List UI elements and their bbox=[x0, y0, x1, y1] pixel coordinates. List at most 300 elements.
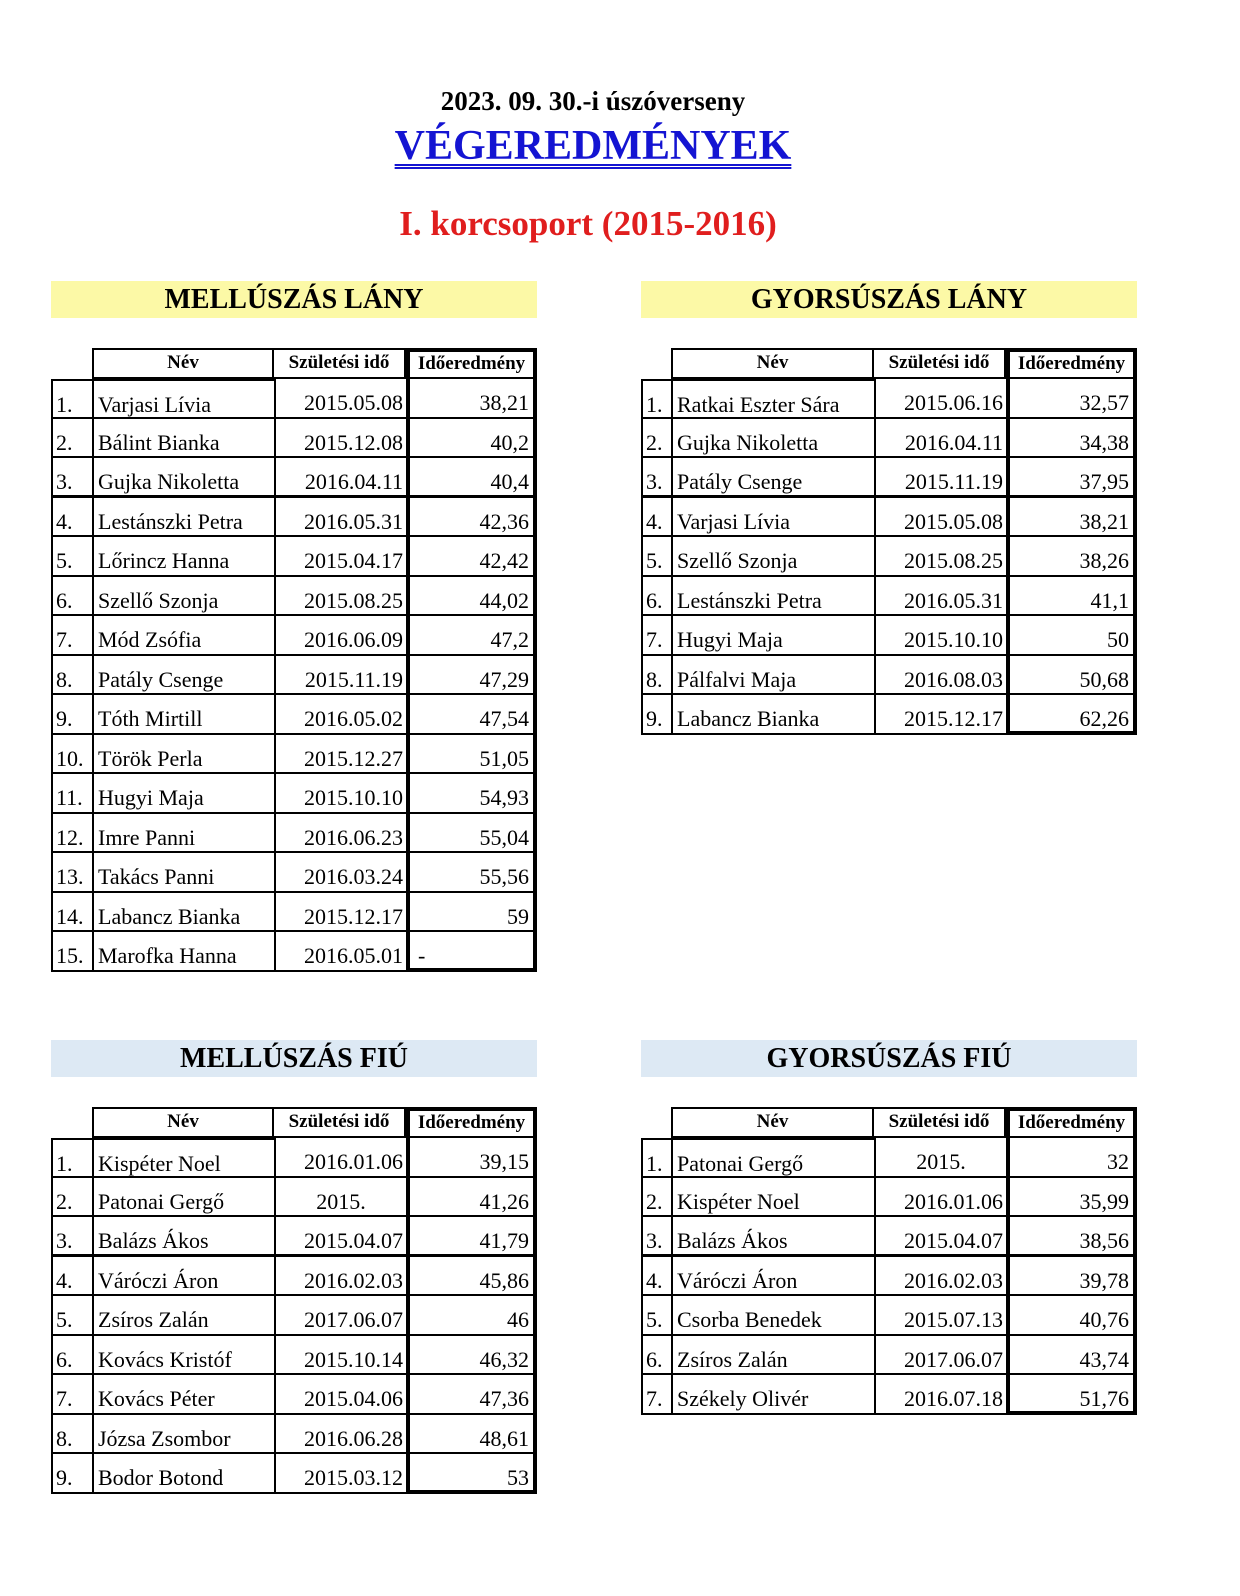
birth-date-cell-text: 2015.07.13 bbox=[904, 1307, 1003, 1332]
name-cell-text: Józsa Zsombor bbox=[98, 1426, 231, 1451]
birth-date-cell bbox=[874, 1138, 1006, 1178]
name-cell bbox=[92, 656, 274, 695]
rank-cell bbox=[51, 1138, 92, 1178]
rank-cell-text: 6. bbox=[56, 1347, 73, 1372]
birth-date-cell bbox=[874, 695, 1006, 735]
rank-cell-text: 8. bbox=[56, 1426, 73, 1451]
column-header-name: Név bbox=[92, 1107, 274, 1138]
rank-cell bbox=[51, 458, 92, 498]
result-cell-text: 40,2 bbox=[490, 430, 529, 455]
rank-cell bbox=[51, 1217, 92, 1257]
name-cell-text: Szellő Szonja bbox=[98, 588, 219, 613]
result-cell bbox=[1006, 1178, 1137, 1217]
name-cell-text: Hugyi Maja bbox=[677, 627, 783, 652]
birth-date-cell bbox=[274, 1375, 406, 1415]
section-title-breaststroke-boys: MELLÚSZÁS FIÚ bbox=[51, 1040, 537, 1077]
name-cell bbox=[671, 1375, 874, 1415]
rank-cell bbox=[51, 419, 92, 458]
name-cell bbox=[92, 735, 274, 774]
birth-date-cell-text: 2016.06.09 bbox=[304, 627, 403, 652]
column-header-name: Név bbox=[671, 348, 874, 379]
name-cell-text: Patonai Gergő bbox=[677, 1151, 804, 1176]
name-cell bbox=[92, 814, 274, 853]
birth-date-cell bbox=[274, 458, 406, 498]
name-cell bbox=[671, 1178, 874, 1217]
birth-date-cell bbox=[274, 893, 406, 932]
birth-date-cell bbox=[274, 498, 406, 537]
result-cell bbox=[406, 1415, 537, 1454]
birth-date-cell-text: 2016.02.03 bbox=[904, 1268, 1003, 1293]
name-cell-text: Takács Panni bbox=[98, 864, 215, 889]
result-cell-text: 43,74 bbox=[1079, 1347, 1129, 1372]
birth-date-cell-text: 2016.08.03 bbox=[904, 667, 1003, 692]
rank-cell-text: 4. bbox=[56, 509, 73, 534]
birth-date-cell bbox=[874, 498, 1006, 537]
column-header-birth-date: Születési idő bbox=[274, 1107, 406, 1138]
result-cell bbox=[406, 656, 537, 695]
result-cell bbox=[1006, 1375, 1137, 1415]
name-cell-text: Lőrincz Hanna bbox=[98, 548, 230, 573]
result-cell-text: 47,29 bbox=[479, 667, 529, 692]
result-cell-text: 32 bbox=[1107, 1149, 1129, 1174]
name-cell-text: Kovács Kristóf bbox=[98, 1347, 232, 1372]
birth-date-cell-text: 2015.10.10 bbox=[304, 785, 403, 810]
birth-date-cell-text: 2016.05.31 bbox=[304, 509, 403, 534]
result-cell-text: 42,36 bbox=[479, 509, 529, 534]
birth-date-cell-text: 2016.05.31 bbox=[904, 588, 1003, 613]
name-cell-text: Imre Panni bbox=[98, 825, 196, 850]
birth-date-cell-text: 2015.11.19 bbox=[904, 469, 1003, 494]
birth-date-cell bbox=[274, 1257, 406, 1296]
result-cell bbox=[406, 537, 537, 577]
result-cell bbox=[406, 893, 537, 932]
birth-date-cell bbox=[274, 1415, 406, 1454]
result-cell bbox=[406, 498, 537, 537]
birth-date-cell bbox=[274, 1217, 406, 1257]
result-cell bbox=[1006, 577, 1137, 616]
rank-cell-text: 2. bbox=[646, 1189, 663, 1214]
result-cell bbox=[406, 932, 537, 972]
rank-cell bbox=[51, 1454, 92, 1494]
birth-date-cell bbox=[874, 616, 1006, 656]
birth-date-cell bbox=[874, 1296, 1006, 1336]
name-cell bbox=[671, 419, 874, 458]
name-cell-text: Pálfalvi Maja bbox=[677, 667, 797, 692]
rank-cell-text: 8. bbox=[646, 667, 663, 692]
rank-cell bbox=[51, 814, 92, 853]
result-cell bbox=[406, 379, 537, 419]
name-cell-text: Hugyi Maja bbox=[98, 785, 204, 810]
name-cell-text: Labancz Bianka bbox=[677, 706, 820, 731]
result-cell-text: 53 bbox=[507, 1465, 529, 1490]
birth-date-cell bbox=[874, 1257, 1006, 1296]
name-cell bbox=[92, 1138, 274, 1178]
result-cell bbox=[1006, 458, 1137, 498]
rank-cell bbox=[51, 1375, 92, 1415]
name-cell-text: Kispéter Noel bbox=[677, 1189, 800, 1214]
rank-cell bbox=[641, 1217, 671, 1257]
result-cell bbox=[406, 1217, 537, 1257]
rank-cell-text: 6. bbox=[646, 1347, 663, 1372]
rank-cell-text: 1. bbox=[56, 1151, 73, 1176]
birth-date-cell bbox=[274, 1178, 406, 1217]
rank-cell-text: 9. bbox=[56, 1465, 73, 1490]
birth-date-cell bbox=[274, 656, 406, 695]
name-cell bbox=[92, 458, 274, 498]
rank-cell-text: 8. bbox=[56, 667, 73, 692]
rank-cell bbox=[51, 1296, 92, 1336]
name-cell-text: Gujka Nikoletta bbox=[98, 469, 240, 494]
name-cell-text: Kovács Péter bbox=[98, 1386, 215, 1411]
name-cell bbox=[671, 577, 874, 616]
result-cell-text: 41,26 bbox=[479, 1189, 529, 1214]
name-cell-text: Bodor Botond bbox=[98, 1465, 224, 1490]
name-cell bbox=[92, 1257, 274, 1296]
name-cell-text: Bálint Bianka bbox=[98, 430, 220, 455]
birth-date-cell-text: 2015.12.08 bbox=[304, 430, 403, 455]
name-cell bbox=[671, 498, 874, 537]
rank-cell bbox=[641, 537, 671, 577]
rank-cell bbox=[641, 1375, 671, 1415]
result-cell-text: 34,38 bbox=[1079, 430, 1129, 455]
birth-date-cell-text: 2016.02.03 bbox=[304, 1268, 403, 1293]
rank-cell-text: 2. bbox=[56, 1189, 73, 1214]
rank-cell bbox=[51, 1178, 92, 1217]
rank-cell bbox=[51, 1257, 92, 1296]
name-cell-text: Tóth Mirtill bbox=[98, 706, 203, 731]
result-cell-text: 45,86 bbox=[479, 1268, 529, 1293]
birth-date-cell-text: 2016.05.02 bbox=[304, 706, 403, 731]
rank-cell-text: 5. bbox=[56, 548, 73, 573]
name-cell-text: Patály Csenge bbox=[98, 667, 224, 692]
column-header-name: Név bbox=[92, 348, 274, 379]
rank-cell-text: 9. bbox=[56, 706, 73, 731]
name-cell-text: Kispéter Noel bbox=[98, 1151, 221, 1176]
name-cell bbox=[92, 577, 274, 616]
result-cell-text: 38,21 bbox=[479, 390, 529, 415]
rank-cell-text: 6. bbox=[56, 588, 73, 613]
name-cell-text: Varjasi Lívia bbox=[98, 392, 212, 417]
birth-date-cell-text: 2015.03.12 bbox=[304, 1465, 403, 1490]
name-cell bbox=[92, 1178, 274, 1217]
birth-date-cell-text: 2015.06.16 bbox=[904, 390, 1003, 415]
rank-cell bbox=[641, 458, 671, 498]
birth-date-cell bbox=[874, 1217, 1006, 1257]
rank-cell bbox=[641, 656, 671, 695]
birth-date-cell bbox=[274, 1454, 406, 1494]
result-cell-text: 47,54 bbox=[479, 706, 529, 731]
result-cell-text: 42,42 bbox=[479, 548, 529, 573]
column-header-result: Időeredmény bbox=[1006, 348, 1137, 379]
birth-date-cell-text: 2015.12.17 bbox=[904, 706, 1003, 731]
birth-date-cell bbox=[274, 932, 406, 972]
result-cell bbox=[406, 1257, 537, 1296]
name-cell bbox=[671, 656, 874, 695]
rank-cell bbox=[641, 1336, 671, 1375]
birth-date-cell bbox=[274, 853, 406, 893]
column-header-result: Időeredmény bbox=[406, 1107, 537, 1138]
name-cell-text: Török Perla bbox=[98, 746, 203, 771]
rank-cell bbox=[51, 893, 92, 932]
name-cell bbox=[671, 616, 874, 656]
rank-cell-text: 10. bbox=[56, 746, 84, 771]
name-cell-text: Zsíros Zalán bbox=[677, 1347, 788, 1372]
name-cell-text: Lestánszki Petra bbox=[98, 509, 243, 534]
result-cell bbox=[1006, 537, 1137, 577]
name-cell bbox=[671, 1296, 874, 1336]
birth-date-cell-text: 2015.12.17 bbox=[304, 904, 403, 929]
name-cell bbox=[671, 1257, 874, 1296]
rank-cell bbox=[641, 498, 671, 537]
name-cell bbox=[92, 1217, 274, 1257]
result-cell bbox=[406, 1375, 537, 1415]
column-header-birth-date: Születési idő bbox=[874, 1107, 1006, 1138]
result-cell bbox=[1006, 1138, 1137, 1178]
name-cell bbox=[671, 537, 874, 577]
rank-cell bbox=[51, 498, 92, 537]
rank-cell-text: 3. bbox=[56, 469, 73, 494]
result-cell bbox=[1006, 1217, 1137, 1257]
result-cell-text: 39,15 bbox=[479, 1149, 529, 1174]
result-cell-text: 38,56 bbox=[1079, 1228, 1129, 1253]
rank-cell bbox=[641, 1138, 671, 1178]
competition-subtitle: 2023. 09. 30.-i úszóverseny bbox=[440, 86, 746, 116]
name-cell bbox=[92, 1454, 274, 1494]
name-cell-text: Váróczi Áron bbox=[98, 1268, 219, 1293]
result-cell-text: 38,26 bbox=[1079, 548, 1129, 573]
result-cell-text: 37,95 bbox=[1079, 469, 1129, 494]
result-cell-text: 47,36 bbox=[479, 1386, 529, 1411]
column-header-birth-date: Születési idő bbox=[274, 348, 406, 379]
column-header-name: Név bbox=[671, 1107, 874, 1138]
name-cell-text: Patonai Gergő bbox=[98, 1189, 225, 1214]
section-title-breaststroke-girls: MELLÚSZÁS LÁNY bbox=[51, 281, 537, 318]
result-cell bbox=[406, 1138, 537, 1178]
birth-date-cell bbox=[274, 735, 406, 774]
rank-cell bbox=[51, 656, 92, 695]
column-header-birth-date: Születési idő bbox=[874, 348, 1006, 379]
birth-date-cell-text: 2015.04.07 bbox=[904, 1228, 1003, 1253]
result-cell bbox=[406, 695, 537, 735]
result-cell-text: 55,56 bbox=[479, 864, 529, 889]
birth-date-cell bbox=[874, 1178, 1006, 1217]
rank-cell bbox=[641, 577, 671, 616]
name-cell-text: Csorba Benedek bbox=[677, 1307, 822, 1332]
birth-date-cell bbox=[874, 577, 1006, 616]
birth-date-cell-text: 2015.05.08 bbox=[904, 509, 1003, 534]
birth-date-cell-text: 2015. bbox=[316, 1189, 366, 1214]
rank-cell-text: 1. bbox=[646, 1151, 663, 1176]
result-cell-text: 46 bbox=[507, 1307, 529, 1332]
section-title-freestyle-girls: GYORSÚSZÁS LÁNY bbox=[641, 281, 1137, 318]
result-cell-text: 39,78 bbox=[1079, 1268, 1129, 1293]
result-cell bbox=[406, 1178, 537, 1217]
name-cell-text: Ratkai Eszter Sára bbox=[677, 392, 840, 417]
page-title: VÉGEREDMÉNYEK bbox=[394, 123, 792, 169]
rank-cell-text: 7. bbox=[56, 1386, 73, 1411]
rank-cell-text: 2. bbox=[56, 430, 73, 455]
rank-cell-text: 2. bbox=[646, 430, 663, 455]
birth-date-cell bbox=[274, 1336, 406, 1375]
name-cell-text: Labancz Bianka bbox=[98, 904, 241, 929]
rank-cell-text: 5. bbox=[646, 548, 663, 573]
rank-cell bbox=[641, 1257, 671, 1296]
birth-date-cell bbox=[874, 419, 1006, 458]
name-cell bbox=[92, 537, 274, 577]
name-cell-text: Patály Csenge bbox=[677, 469, 803, 494]
rank-cell-text: 15. bbox=[56, 943, 84, 968]
rank-cell bbox=[51, 695, 92, 735]
name-cell-text: Székely Olivér bbox=[677, 1386, 809, 1411]
name-cell-text: Marofka Hanna bbox=[98, 943, 237, 968]
rank-cell bbox=[51, 774, 92, 814]
result-cell-text: 51,05 bbox=[479, 746, 529, 771]
birth-date-cell-text: 2015.12.27 bbox=[304, 746, 403, 771]
birth-date-cell bbox=[274, 1138, 406, 1178]
name-cell-text: Balázs Ákos bbox=[677, 1228, 788, 1253]
result-cell bbox=[406, 577, 537, 616]
result-cell-text: - bbox=[418, 943, 426, 968]
rank-cell-text: 7. bbox=[646, 1386, 663, 1411]
birth-date-cell bbox=[274, 577, 406, 616]
column-header-result: Időeredmény bbox=[406, 348, 537, 379]
name-cell bbox=[92, 616, 274, 656]
name-cell-text: Varjasi Lívia bbox=[677, 509, 791, 534]
result-cell-text: 41,1 bbox=[1090, 588, 1129, 613]
rank-cell-text: 3. bbox=[646, 469, 663, 494]
name-cell-text: Lestánszki Petra bbox=[677, 588, 822, 613]
result-cell-text: 47,2 bbox=[490, 627, 529, 652]
name-cell bbox=[92, 893, 274, 932]
rank-cell-text: 12. bbox=[56, 825, 84, 850]
name-cell bbox=[671, 695, 874, 735]
result-cell bbox=[406, 419, 537, 458]
birth-date-cell bbox=[274, 379, 406, 419]
rank-cell-text: 9. bbox=[646, 706, 663, 731]
name-cell-text: Váróczi Áron bbox=[677, 1268, 798, 1293]
birth-date-cell-text: 2015. bbox=[916, 1149, 966, 1174]
birth-date-cell-text: 2016.04.11 bbox=[904, 430, 1003, 455]
name-cell bbox=[92, 379, 274, 419]
birth-date-cell-text: 2016.03.24 bbox=[304, 864, 403, 889]
name-cell bbox=[671, 1138, 874, 1178]
birth-date-cell-text: 2016.06.23 bbox=[304, 825, 403, 850]
result-cell-text: 32,57 bbox=[1079, 390, 1129, 415]
result-cell-text: 48,61 bbox=[479, 1426, 529, 1451]
rank-cell bbox=[51, 537, 92, 577]
rank-cell bbox=[51, 577, 92, 616]
birth-date-cell-text: 2016.07.18 bbox=[904, 1386, 1003, 1411]
result-cell bbox=[1006, 695, 1137, 735]
rank-cell bbox=[641, 1296, 671, 1336]
name-cell bbox=[92, 1415, 274, 1454]
result-cell-text: 54,93 bbox=[479, 785, 529, 810]
result-cell-text: 40,76 bbox=[1079, 1307, 1129, 1332]
result-cell bbox=[1006, 1336, 1137, 1375]
birth-date-cell-text: 2016.04.11 bbox=[304, 469, 403, 494]
rank-cell-text: 11. bbox=[56, 785, 83, 810]
result-cell bbox=[406, 458, 537, 498]
birth-date-cell-text: 2015.08.25 bbox=[904, 548, 1003, 573]
birth-date-cell bbox=[274, 616, 406, 656]
result-cell bbox=[1006, 419, 1137, 458]
birth-date-cell bbox=[274, 695, 406, 735]
result-cell bbox=[1006, 1257, 1137, 1296]
section-title-freestyle-boys: GYORSÚSZÁS FIÚ bbox=[641, 1040, 1137, 1077]
rank-cell bbox=[51, 1336, 92, 1375]
rank-cell-text: 4. bbox=[56, 1268, 73, 1293]
birth-date-cell bbox=[874, 458, 1006, 498]
result-cell bbox=[406, 1454, 537, 1494]
rank-cell-text: 1. bbox=[56, 392, 73, 417]
birth-date-cell bbox=[274, 419, 406, 458]
name-cell bbox=[671, 1336, 874, 1375]
result-cell bbox=[406, 1296, 537, 1336]
birth-date-cell bbox=[274, 814, 406, 853]
birth-date-cell-text: 2016.01.06 bbox=[304, 1149, 403, 1174]
birth-date-cell-text: 2016.05.01 bbox=[304, 943, 403, 968]
birth-date-cell bbox=[874, 1336, 1006, 1375]
birth-date-cell bbox=[274, 537, 406, 577]
result-cell-text: 55,04 bbox=[479, 825, 529, 850]
name-cell bbox=[671, 1217, 874, 1257]
name-cell bbox=[671, 458, 874, 498]
rank-cell-text: 6. bbox=[646, 588, 663, 613]
birth-date-cell-text: 2015.04.07 bbox=[304, 1228, 403, 1253]
rank-cell-text: 5. bbox=[56, 1307, 73, 1332]
column-header-result: Időeredmény bbox=[1006, 1107, 1137, 1138]
result-cell bbox=[1006, 656, 1137, 695]
rank-cell-text: 5. bbox=[646, 1307, 663, 1332]
rank-cell bbox=[51, 1415, 92, 1454]
name-cell bbox=[92, 932, 274, 972]
name-cell bbox=[92, 774, 274, 814]
result-cell bbox=[406, 774, 537, 814]
name-cell-text: Gujka Nikoletta bbox=[677, 430, 819, 455]
name-cell bbox=[92, 1375, 274, 1415]
name-cell bbox=[92, 853, 274, 893]
result-cell bbox=[406, 814, 537, 853]
name-cell-text: Szellő Szonja bbox=[677, 548, 798, 573]
result-cell-text: 59 bbox=[507, 904, 529, 929]
birth-date-cell-text: 2015.10.14 bbox=[304, 1347, 403, 1372]
result-cell-text: 46,32 bbox=[479, 1347, 529, 1372]
birth-date-cell-text: 2017.06.07 bbox=[904, 1347, 1003, 1372]
rank-cell-text: 14. bbox=[56, 904, 84, 929]
rank-cell-text: 3. bbox=[646, 1228, 663, 1253]
name-cell-text: Zsíros Zalán bbox=[98, 1307, 209, 1332]
birth-date-cell bbox=[874, 537, 1006, 577]
birth-date-cell bbox=[874, 656, 1006, 695]
rank-cell-text: 13. bbox=[56, 864, 84, 889]
name-cell bbox=[92, 1336, 274, 1375]
name-cell bbox=[92, 419, 274, 458]
result-cell-text: 51,76 bbox=[1079, 1386, 1129, 1411]
rank-cell-text: 4. bbox=[646, 509, 663, 534]
birth-date-cell bbox=[874, 379, 1006, 419]
rank-cell bbox=[641, 1178, 671, 1217]
result-cell-text: 35,99 bbox=[1079, 1189, 1129, 1214]
rank-cell bbox=[641, 419, 671, 458]
rank-cell bbox=[641, 616, 671, 656]
result-cell-text: 50,68 bbox=[1079, 667, 1129, 692]
result-cell bbox=[406, 1336, 537, 1375]
result-cell-text: 62,26 bbox=[1079, 706, 1129, 731]
rank-cell-text: 1. bbox=[646, 392, 663, 417]
result-cell-text: 41,79 bbox=[479, 1228, 529, 1253]
rank-cell bbox=[51, 853, 92, 893]
result-cell bbox=[406, 735, 537, 774]
